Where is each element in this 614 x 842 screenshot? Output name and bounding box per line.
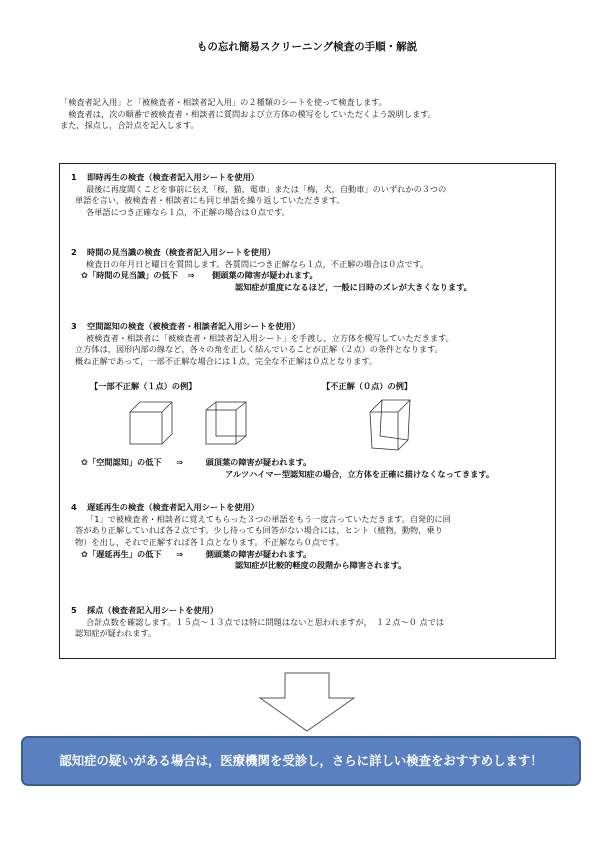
finding-detail: 認知症が比較的軽度の段階から障害されます。 xyxy=(235,560,407,571)
section-text: 検査日の年月日と曜日を質問します。各質問につき正解なら１点，不正解の場合は０点です。 xyxy=(86,258,429,269)
partial-example-label: 【一部不正解（１点）の例】 xyxy=(90,381,197,391)
intro-line: 検査者は，次の順番で被検査者・相談者に質問および立方体の模写をしていただくよう説明します。 xyxy=(60,108,436,119)
section-spatial-cognition xyxy=(71,321,551,368)
section-spatial-findings xyxy=(71,457,551,480)
cube-drawing-wrong xyxy=(364,396,419,456)
flower-icon: ✿ xyxy=(81,457,88,467)
section-text: 合計点数を確認します。１５点～１３点では特に問題はないと思われますが， １２点～０ 点では xyxy=(86,616,445,627)
section-heading: 3 空間認知の検査（被検査者・相談者記入用シートを使用） xyxy=(71,321,300,331)
finding-detail: アルツハイマー型認知症の場合，立方体を正確に描けなくなってきます。 xyxy=(225,468,495,479)
wrong-example-label: 【不正解（０点）の例】 xyxy=(322,381,413,391)
section-text: 「1」で被検査者・相談者に覚えてもらった３つの単語をもう一度言っていただきます。自発的に回 xyxy=(86,513,451,524)
section-text: 被検査者・相談者に「被検査者・相談者記入用シート」を手渡し，立方体を模写していただきます。 xyxy=(86,332,454,343)
finding-note: ✿「時間の見当識」の低下 ⇒ 側頭葉の障害が疑われます。 xyxy=(81,270,318,281)
section-text: 概ね正解であって，一部不正解な場合には１点，完全な不正解は０点となります。 xyxy=(75,355,378,366)
flower-icon: ✿ xyxy=(81,270,88,281)
section-text: 各単語につき正確なら１点，不正解の場合は０点です。 xyxy=(86,206,290,217)
section-heading: 5 採点（検査者記入用シートを使用） xyxy=(71,605,219,615)
section-text: 立方体は，図形内部の線など，各々の角を正しく結んでいることが正解（２点）の条件となります。 xyxy=(75,344,443,355)
down-arrow-icon xyxy=(259,672,355,732)
section-heading: 4 遅延再生の検査（検査者記入用シートを使用） xyxy=(71,502,259,512)
recommendation-banner: 認知症の疑いがある場合は，医療機関を受診し，さらに詳しい検査をおすすめします！ xyxy=(21,736,581,786)
section-heading: 1 即時再生の検査（検査者記入用シートを使用） xyxy=(71,172,259,182)
section-text: 最後に再度聞くことを事前に伝え「桜，猫，電車」または「梅，犬，自動車」のいずれかの３つの xyxy=(86,183,447,194)
intro-line: また，採点し，合計点を記入します。 xyxy=(60,120,199,131)
cube-drawing-partial-b xyxy=(204,400,254,450)
section-text: 単語を言い，被検査者・相談者にも同じ単語を繰り返していただきます。 xyxy=(75,195,345,206)
flower-icon: ✿ xyxy=(81,548,88,559)
section-scoring xyxy=(71,605,551,640)
intro-text xyxy=(60,97,560,132)
intro-line: 「検査者記入用」と「被検査者・相談者記入用」の２種類のシートを使って検査します。 xyxy=(60,97,387,107)
page-title: もの忘れ簡易スクリーニング検査の手順・解説 xyxy=(196,41,418,53)
finding-note: ✿「遅延再生」の低下 ⇒ 側頭葉の障害が疑われます。 xyxy=(81,548,312,559)
section-time-orientation xyxy=(71,247,551,294)
section-heading: 2 時間の見当識の検査（検査者記入用シートを使用） xyxy=(71,247,276,257)
section-delayed-recall xyxy=(71,502,551,572)
finding-note: ✿「空間認知」の低下 ⇒ 頭頂葉の障害が疑われます。 xyxy=(81,457,312,467)
section-text: 認知症が疑われます。 xyxy=(75,628,157,639)
section-text: 答があり正解していれば各２点です。少し待っても回答がない場合には，ヒント（植物，動物，乗り xyxy=(75,525,443,536)
section-immediate-recall xyxy=(71,172,551,219)
cube-drawing-partial-a xyxy=(128,400,178,450)
section-text: 物）を出し，それで正解すれば各１点となります。不正解なら０点です。 xyxy=(75,536,344,547)
finding-detail: 認知症が重度になるほど，一般に日時のズレが大きくなります。 xyxy=(235,281,472,292)
